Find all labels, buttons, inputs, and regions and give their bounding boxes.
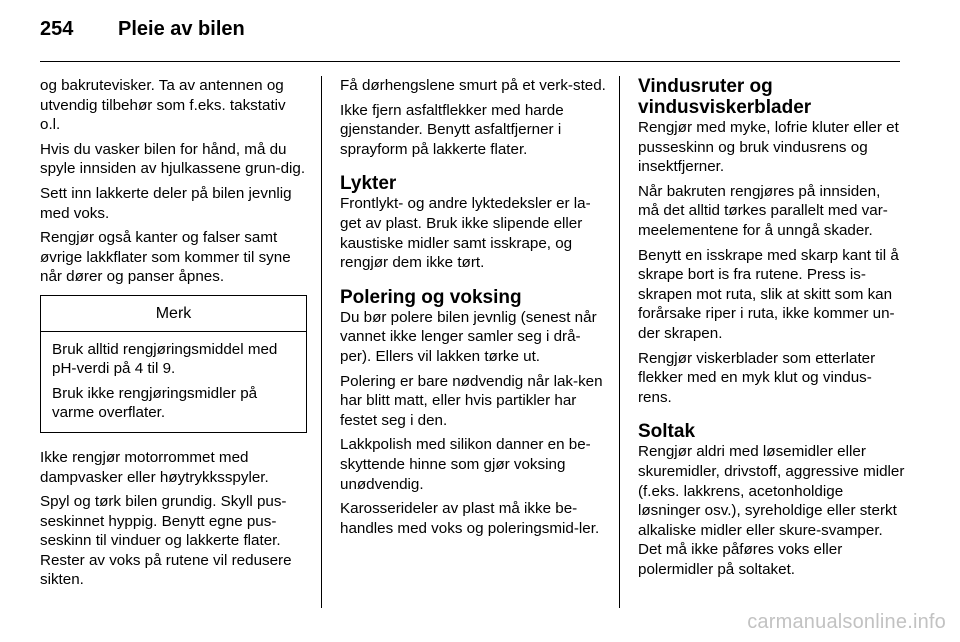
column-3	[638, 76, 905, 584]
heading-line: vindusviskerblader	[638, 97, 812, 118]
watermark: carmanualsonline.info	[747, 611, 946, 633]
column-divider-1	[321, 76, 322, 608]
section-heading-lykter: Lykter	[340, 173, 397, 195]
paragraph: Frontlykt- og andre lyktedeksler er la-get av plast. Bruk ikke slipende eller kaustiske midler samt isskrape, og rengjør dem ikke tørt.	[340, 195, 591, 272]
paragraph: Få dørhengslene smurt på et verk-sted.	[340, 77, 606, 94]
paragraph: og bakrutevisker. Ta av antennen og utvendig tilbehør som f.eks. takstativ o.l.	[40, 77, 286, 134]
column-divider-2	[619, 76, 620, 608]
paragraph: Du bør polere bilen jevnlig (senest når vannet ikke lenger samler seg i drå-per). Ellers vil lakken tørke ut.	[340, 308, 597, 365]
section-heading-polering: Polering og voksing	[340, 286, 522, 308]
paragraph: Benytt en isskrape med skarp kant til å skrape bort is fra rutene. Press is-skrapen mot ruta, slik at skitt som kan forårsake riper i ruta, ikke kommer un-der skrapen.	[638, 246, 899, 342]
note-paragraph: Bruk ikke rengjøringsmidler på varme overflater.	[52, 384, 258, 422]
section-heading-soltak: Soltak	[638, 421, 696, 443]
paragraph: Sett inn lakkerte deler på bilen jevnlig med voks.	[40, 184, 292, 222]
column-1	[40, 76, 307, 595]
note-heading: Merk	[41, 296, 306, 332]
paragraph: Ikke rengjør motorrommet med dampvasker eller høytrykksspyler.	[40, 448, 269, 486]
paragraph: Spyl og tørk bilen grundig. Skyll pus-seskinnet hyppig. Benytt egne pus-seskinn til vinduer og lakkerte flater. Rester av voks på rutene vil redusere sikten.	[40, 493, 292, 589]
note-box	[40, 295, 307, 433]
column-2	[340, 76, 607, 543]
paragraph: Rengjør viskerblader som etterlater flekker med en myk klut og vindus-rens.	[638, 349, 876, 406]
paragraph: Rengjør aldri med løsemidler eller skuremidler, drivstoff, aggressive midler (f.eks. lakkrens, acetonholdige løsninger osv.), syreholdige eller sterkt alkaliske midler eller skure-svamper. Det må ikke påføres voks eller polermidler på soltaket.	[638, 443, 905, 578]
paragraph: Karosserideler av plast må ikke be-handles med voks og poleringsmid-ler.	[340, 500, 600, 537]
paragraph: Rengjør også kanter og falser samt øvrige lakkflater som kommer til syne når dører og panser åpnes.	[40, 229, 291, 286]
paragraph: Når bakruten rengjøres på innsiden, må det alltid tørkes parallelt med var-meelementene for å unngå skader.	[638, 182, 888, 239]
note-paragraph: Bruk alltid rengjøringsmiddel med pH-verdi på 4 til 9.	[52, 340, 278, 378]
paragraph: Lakkpolish med silikon danner en be-skyttende hinne som gjør voksing unødvendig.	[340, 436, 591, 493]
paragraph: Ikke fjern asfaltflekker med harde gjenstander. Benytt asfaltfjerner i sprayform på lakkerte flater.	[340, 101, 564, 158]
paragraph: Polering er bare nødvendig når lak-ken har blitt matt, eller hvis partikler har festet seg i den.	[340, 372, 603, 429]
heading-line: Vindusruter og	[638, 76, 773, 97]
paragraph: Hvis du vasker bilen for hånd, må du spyle innsiden av hjulkassene grun-dig.	[40, 140, 306, 178]
note-body	[41, 332, 306, 432]
header-rule	[40, 61, 900, 62]
paragraph: Rengjør med myke, lofrie kluter eller et pusseskinn og bruk vindusrens og insektfjerner.	[638, 119, 899, 176]
section-heading-vindusruter	[638, 76, 905, 118]
page-title: Pleie av bilen	[118, 18, 245, 40]
page-number: 254	[40, 18, 74, 40]
